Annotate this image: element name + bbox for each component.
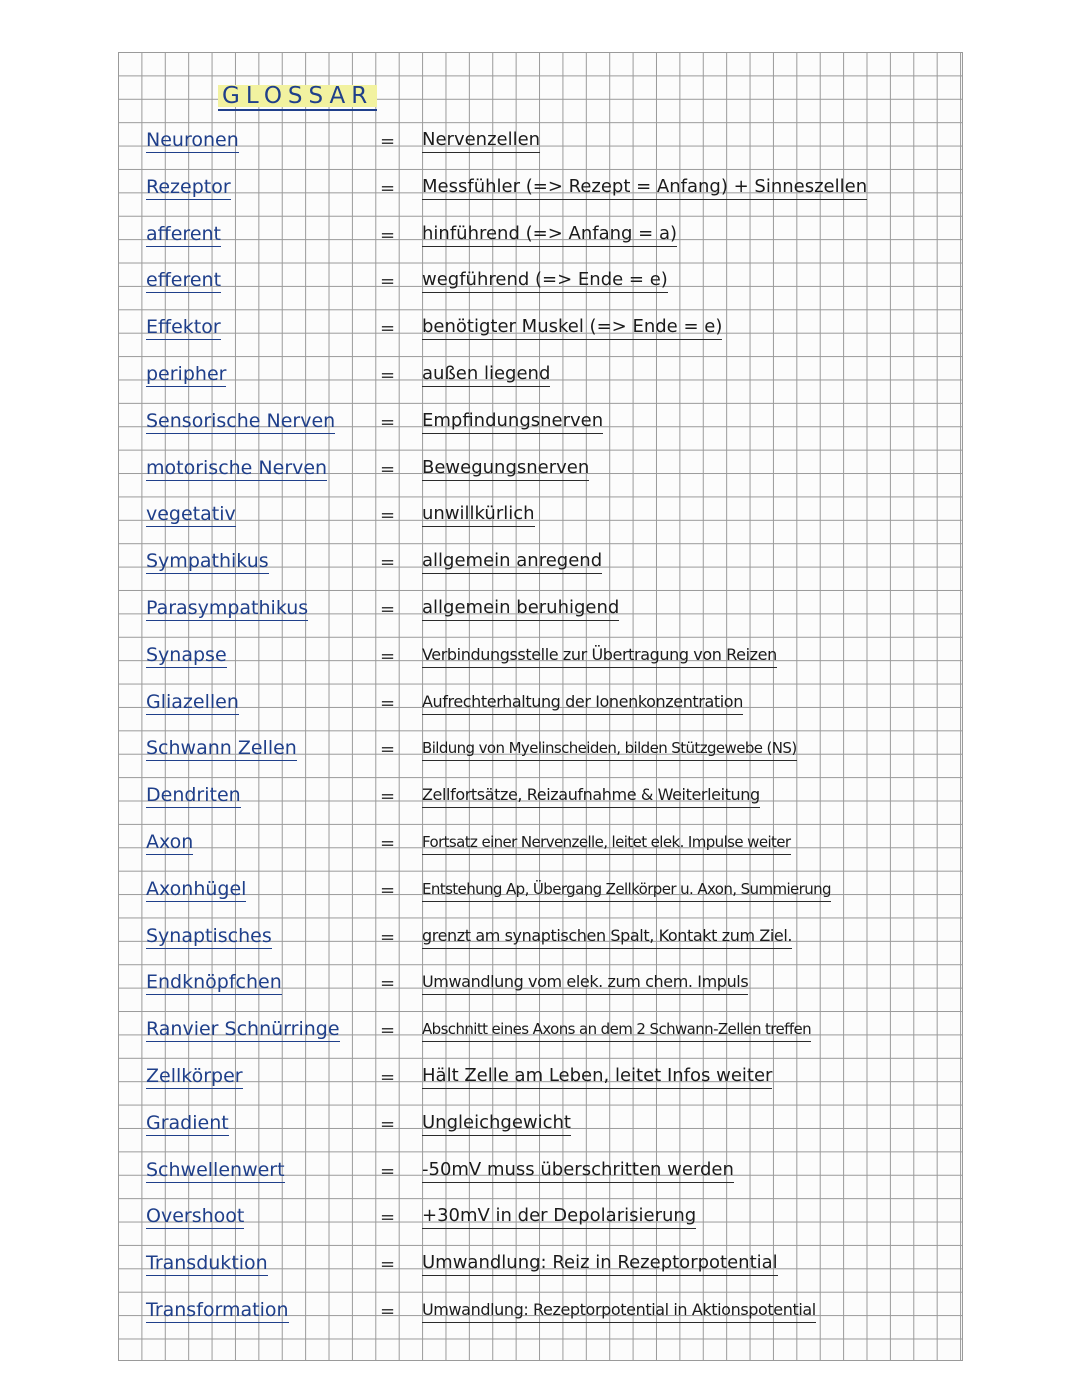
glossary-entry [140,1059,960,1095]
glossary-entry [140,591,960,627]
glossary-definition: Ungleichgewicht [422,1112,571,1136]
glossary-term: vegetativ [146,503,236,525]
glossary-entry [140,872,960,908]
glossary-definition: -50mV muss überschritten werden [422,1159,734,1183]
glossary-term: Gliazellen [146,691,239,713]
glossary-term: Schwann Zellen [146,737,297,759]
glossary-term: Effektor [146,316,221,338]
glossary-term: Transduktion [146,1252,268,1274]
glossary-entry [140,404,960,440]
glossary-term: peripher [146,363,227,385]
equals-sign: = [380,1254,396,1275]
equals-sign: = [380,1301,396,1322]
glossary-term: Ranvier Schnürringe [146,1018,340,1040]
glossary-entry [140,1153,960,1189]
glossary-definition: allgemein anregend [422,550,602,574]
glossary-definition: Umwandlung vom elek. zum chem. Impuls [422,971,748,995]
glossary-definition: Abschnitt eines Axons an dem 2 Schwann-Zellen treffen [422,1018,811,1042]
glossary-term: Neuronen [146,129,239,151]
equals-sign: = [380,1067,396,1088]
glossary-term: Sensorische Nerven [146,410,336,432]
glossary-definition: unwillkürlich [422,503,535,527]
glossary-entry [140,497,960,533]
equals-sign: = [380,786,396,807]
glossary-definition: Bewegungsnerven [422,457,589,481]
glossary-entry [140,965,960,1001]
glossary-entry [140,310,960,346]
glossary-entry [140,1106,960,1142]
equals-sign: = [380,412,396,433]
glossary-definition: Aufrechterhaltung der Ionenkonzentration [422,691,743,715]
glossary-term: afferent [146,223,221,245]
equals-sign: = [380,880,396,901]
equals-sign: = [380,927,396,948]
glossary-entry [140,685,960,721]
glossary-definition: Nervenzellen [422,129,540,153]
glossary-definition: außen liegend [422,363,550,387]
glossary-term: Transformation [146,1299,289,1321]
equals-sign: = [380,599,396,620]
glossary-definition: hinführend (=> Anfang = a) [422,223,677,247]
equals-sign: = [380,973,396,994]
glossary-entry [140,263,960,299]
equals-sign: = [380,739,396,760]
glossary-entry [140,217,960,253]
glossary-definition: Empfindungsnerven [422,410,603,434]
glossary-term: Endknöpfchen [146,971,282,993]
glossary-definition: wegführend (=> Ende = e) [422,269,668,293]
glossary-entry [140,731,960,767]
glossary-entry [140,1199,960,1235]
equals-sign: = [380,505,396,526]
glossary-entry [140,1293,960,1329]
glossary-definition: +30mV in der Depolarisierung [422,1205,696,1229]
glossary-term: Rezeptor [146,176,231,198]
equals-sign: = [380,1207,396,1228]
glossary-definition: Zellfortsätze, Reizaufnahme & Weiterleitung [422,784,760,808]
glossary-entry [140,825,960,861]
equals-sign: = [380,552,396,573]
glossary-term: Schwellenwert [146,1159,285,1181]
glossary-definition: Bildung von Myelinscheiden, bilden Stützgewebe (NS) [422,737,797,761]
title-text: GLOSSAR [218,83,377,111]
equals-sign: = [380,225,396,246]
glossary-entry [140,123,960,159]
glossary-term: Overshoot [146,1205,245,1227]
equals-sign: = [380,459,396,480]
equals-sign: = [380,1161,396,1182]
equals-sign: = [380,318,396,339]
glossary-entry [140,170,960,206]
glossary-term: Dendriten [146,784,241,806]
glossary-term: motorische Nerven [146,457,328,479]
glossary-entry [140,544,960,580]
glossary-definition: Verbindungsstelle zur Übertragung von Reizen [422,644,777,668]
equals-sign: = [380,1114,396,1135]
equals-sign: = [380,646,396,667]
glossary-definition: Umwandlung: Rezeptorpotential in Aktionspotential [422,1299,816,1323]
glossary-term: Axonhügel [146,878,247,900]
equals-sign: = [380,833,396,854]
glossary-term: Parasympathikus [146,597,309,619]
glossary-definition: allgemein beruhigend [422,597,619,621]
equals-sign: = [380,131,396,152]
glossary-entry [140,778,960,814]
equals-sign: = [380,693,396,714]
glossary-entry [140,1246,960,1282]
glossary-term: efferent [146,269,222,291]
glossary-definition: Hält Zelle am Leben, leitet Infos weiter [422,1065,772,1089]
glossary-definition: grenzt am synaptischen Spalt, Kontakt zum Ziel. [422,925,792,949]
glossary-term: Synapse [146,644,227,666]
glossary-term: Zellkörper [146,1065,243,1087]
equals-sign: = [380,365,396,386]
glossary-term: Synaptisches [146,925,272,947]
glossary-definition: Messfühler (=> Rezept = Anfang) + Sinneszellen [422,176,867,200]
equals-sign: = [380,271,396,292]
glossary-term: Sympathikus [146,550,269,572]
glossary-entry [140,357,960,393]
glossary-entry [140,638,960,674]
glossary-entry [140,1012,960,1048]
equals-sign: = [380,1020,396,1041]
equals-sign: = [380,178,396,199]
glossary-term: Gradient [146,1112,229,1134]
glossary-entry [140,919,960,955]
glossary-definition: Fortsatz einer Nervenzelle, leitet elek. Impulse weiter [422,831,791,855]
glossary-term: Axon [146,831,194,853]
glossary-entry [140,451,960,487]
glossary-definition: Umwandlung: Reiz in Rezeptorpotential [422,1252,778,1276]
glossary-definition: benötigter Muskel (=> Ende = e) [422,316,722,340]
glossary-definition: Entstehung Ap, Übergang Zellkörper u. Axon, Summierung [422,878,831,902]
